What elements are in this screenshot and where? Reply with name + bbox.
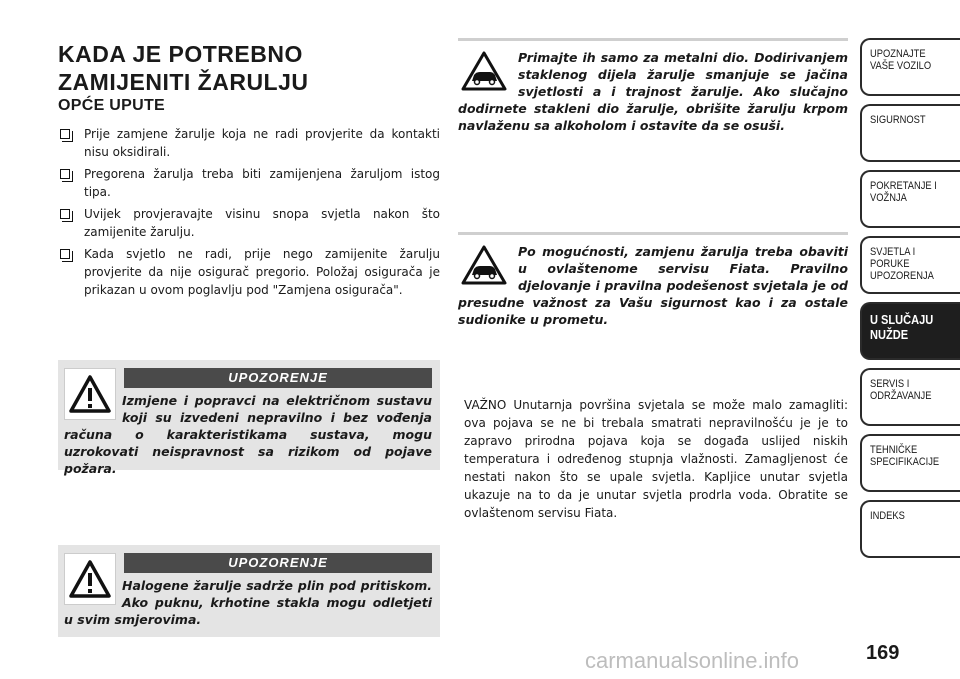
- warning-header: UPOZORENJE: [124, 368, 432, 388]
- warning-triangle-icon: [64, 368, 116, 420]
- list-item: [58, 245, 440, 299]
- tab-label: SERVIS I ODRŽAVANJE: [870, 378, 932, 402]
- list-item-text: Pregorena žarulja treba biti zamijenjena žaruljom istog tipa.: [84, 167, 440, 199]
- page-title: KADA JE POTREBNO ZAMIJENITI ŽARULJU: [58, 41, 309, 95]
- vehicle-note-icon: [460, 245, 508, 285]
- list-item: [58, 125, 440, 161]
- note-text: Primajte ih samo za metalni dio. Dodirivanjem staklenog dijela žarulje smanjuje se jačina svjetlosti a i trajnost žarulje. Ako slučajno dodirnete stakleni dio žarulje, obrišite žarulju krpom navlaženu sa alkoholom i ostavite da se osuši.: [458, 50, 848, 133]
- tab-sigurnost[interactable]: [860, 104, 960, 162]
- note-text: Po mogućnosti, zamjenu žarulja treba obaviti u ovlaštenome servisu Fiata. Pravilno djelovanje i pravilna podešenost svjetala je od presudne važnost za Vašu sigurnost kao i za ostale sudionike u prometu.: [458, 244, 848, 327]
- warning-text: Izmjene i popravci na električnom sustavu koji su izvedeni nepravilno i bez vođenja računa o karakteristikama sustava, mogu uzrokovati neispravnost sa rizikom od pojave požara.: [64, 393, 432, 476]
- checkbox-bullet-icon: [60, 249, 70, 259]
- note-glass-handling: [458, 38, 848, 134]
- instructions-list: [58, 125, 440, 303]
- watermark: carmanualsonline.info: [585, 648, 800, 673]
- checkbox-bullet-icon: [60, 129, 70, 139]
- warning-header: UPOZORENJE: [124, 553, 432, 573]
- checkbox-bullet-icon: [60, 169, 70, 179]
- tab-label: TEHNIČKE SPECIFIKACIJE: [870, 444, 940, 468]
- tab-label: UPOZNAJTE VAŠE VOZILO: [870, 48, 932, 72]
- note-authorized-service: [458, 232, 848, 328]
- list-item: [58, 165, 440, 201]
- tab-label: POKRETANJE I VOŽNJA: [870, 180, 937, 204]
- warning-box-electrical: [58, 360, 440, 476]
- checkbox-bullet-icon: [60, 209, 70, 219]
- tab-indeks[interactable]: [860, 500, 960, 558]
- vehicle-note-icon: [460, 51, 508, 91]
- important-paragraph: VAŽNO Unutarnja površina svjetala se može malo zamagliti: ova pojava se ne bi trebala smatrati nepravilnošću je je to zapravo prirodna pojava koja se događa uslijed niskih temperatura i određenog stupnja vlažnosti. Zamagljenost će nestati nakon što se upale svjetla. Kapljice unutar svjetla ukazuje na to da je unutar svjetla prodrla voda. Obratite se ovlaštenom servisu Fiata.: [464, 398, 848, 520]
- tab-upoznajte-vase-vozilo[interactable]: [860, 38, 960, 96]
- chapter-tabs: [860, 38, 960, 566]
- list-item-text: Kada svjetlo ne radi, prije nego zamijenite žarulju provjerite da nije osigurač pregorio. Položaj osigurača je prikazan u ovom poglavlju pod "Zamjena osigurača".: [84, 247, 440, 297]
- warning-triangle-icon: [64, 553, 116, 605]
- tab-label: U SLUČAJU NUŽDE: [870, 312, 934, 342]
- warning-box-halogen: [58, 545, 440, 637]
- tab-label: INDEKS: [870, 510, 905, 522]
- tab-u-slucaju-nuzde[interactable]: [860, 302, 960, 360]
- list-item: [58, 205, 440, 241]
- tab-svjetla-i-poruke[interactable]: [860, 236, 960, 294]
- section-subtitle: OPĆE UPUTE: [58, 97, 166, 114]
- tab-servis-i-odrzavanje[interactable]: [860, 368, 960, 426]
- tab-label: SIGURNOST: [870, 114, 926, 126]
- list-item-text: Prije zamjene žarulje koja ne radi provjerite da kontakti nisu oksidirali.: [84, 127, 440, 159]
- tab-label: SVJETLA I PORUKE UPOZORENJA: [870, 246, 934, 282]
- tab-pokretanje-i-voznja[interactable]: [860, 170, 960, 228]
- tab-tehnicke-specifikacije[interactable]: [860, 434, 960, 492]
- page-number: 169: [866, 642, 900, 664]
- warning-text: Halogene žarulje sadrže plin pod pritiskom. Ako puknu, krhotine stakla mogu odletjeti u svim smjerovima.: [64, 578, 432, 627]
- list-item-text: Uvijek provjeravajte visinu snopa svjetla nakon što zamijenite žarulju.: [84, 207, 440, 239]
